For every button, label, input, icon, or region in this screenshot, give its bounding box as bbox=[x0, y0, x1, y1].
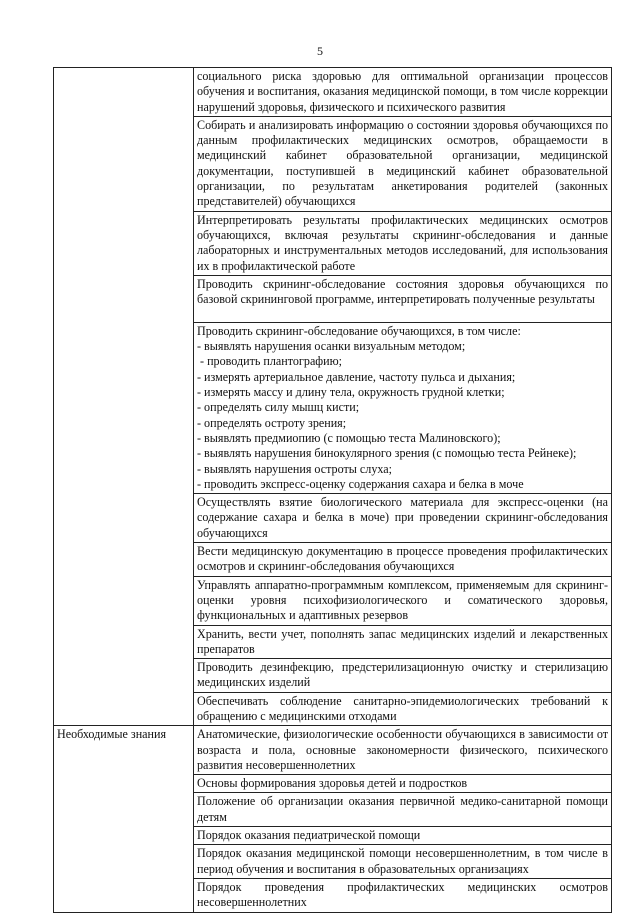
table-row bbox=[54, 726, 612, 775]
screening-item: - определять силу мышц кисти; bbox=[197, 400, 360, 415]
screening-item: - выявлять нарушения осанки визуальным методом; bbox=[197, 339, 466, 354]
knowledge-cell: Анатомические, физиологические особенности обучающихся в зависимости от возраста и пола, основные закономерности физического, психического развития несовершеннолетних bbox=[194, 726, 612, 775]
screening-item: - выявлять предмиопию (с помощью теста Малиновского); bbox=[197, 430, 501, 445]
page-number: 5 bbox=[317, 44, 323, 58]
screening-item: - выявлять нарушения остроты слуха; bbox=[197, 461, 392, 476]
skill-cell: Проводить скрининг-обследование состояния здоровья обучающихся по базовой скрининговой программе, интерпретировать полученные результаты bbox=[194, 275, 612, 322]
skill-cell: Обеспечивать соблюдение санитарно-эпидемиологических требований к обращению с медицинскими отходами bbox=[194, 692, 612, 726]
skill-cell: Осуществлять взятие биологического материала для экспресс-оценки (на содержание сахара и белка в моче) при проведении скрининг-обследования обучающихся bbox=[194, 494, 612, 543]
skill-cell: Интерпретировать результаты профилактических медицинских осмотров обучающихся, включая результаты скрининг-обследования и данные лабораторных и инструментальных методов исследований, для использования их в профилактической работе bbox=[194, 211, 612, 275]
screening-item: - проводить экспресс-оценку содержания сахара и белка в моче bbox=[197, 476, 524, 491]
skill-cell: Проводить дезинфекцию, предстерилизационную очистку и стерилизацию медицинских изделий bbox=[194, 659, 612, 693]
knowledge-cell: Основы формирования здоровья детей и подростков bbox=[194, 775, 612, 793]
knowledge-label-cell: Необходимые знания bbox=[54, 726, 194, 912]
skill-cell: Собирать и анализировать информацию о состоянии здоровья обучающихся по данным профилактических медицинских осмотров, обращаемости в медицинский кабинет образовательной организации, медицинской документации, поступившей в медицинский кабинет образовательной организации, по результатам анкетирования родителей (законных представителей) обучающихся bbox=[194, 116, 612, 211]
screening-item: - проводить плантографию; bbox=[197, 354, 343, 369]
skill-cell: Управлять аппаратно-программным комплексом, применяемым для скрининг-оценки уровня психофизиологического и соматического здоровья, функциональных и адаптивных резервов bbox=[194, 576, 612, 625]
screening-item: - выявлять нарушения бинокулярного зрения (с помощью теста Рейнеке); bbox=[197, 446, 577, 461]
skill-cell: Хранить, вести учет, пополнять запас медицинских изделий и лекарственных препаратов bbox=[194, 625, 612, 659]
skill-cell: социального риска здоровью для оптимальной организации процессов обучения и воспитания, оказания медицинской помощи, в том числе коррекции нарушений здоровья, физического и психического развития bbox=[194, 68, 612, 117]
knowledge-cell: Порядок проведения профилактических медицинских осмотров несовершеннолетних bbox=[194, 878, 612, 912]
screening-item: - измерять массу и длину тела, окружность грудной клетки; bbox=[197, 385, 505, 400]
knowledge-cell: Порядок оказания медицинской помощи несовершеннолетним, в том числе в период обучения и воспитания в образовательных организациях bbox=[194, 845, 612, 879]
skills-label-cell bbox=[54, 68, 194, 726]
screening-cell bbox=[194, 322, 612, 493]
skill-cell: Вести медицинскую документацию в процессе проведения профилактических осмотров и скрининг-обследования обучающихся bbox=[194, 543, 612, 577]
screening-item: - определять остроту зрения; bbox=[197, 415, 347, 430]
screening-intro: Проводить скрининг-обследование обучающихся, в том числе: bbox=[197, 323, 521, 338]
screening-item: - измерять артериальное давление, частоту пульса и дыхания; bbox=[197, 369, 516, 384]
competency-table bbox=[53, 67, 612, 913]
knowledge-cell: Порядок оказания педиатрической помощи bbox=[194, 827, 612, 845]
table-row bbox=[54, 68, 612, 117]
knowledge-cell: Положение об организации оказания первичной медико-санитарной помощи детям bbox=[194, 793, 612, 827]
